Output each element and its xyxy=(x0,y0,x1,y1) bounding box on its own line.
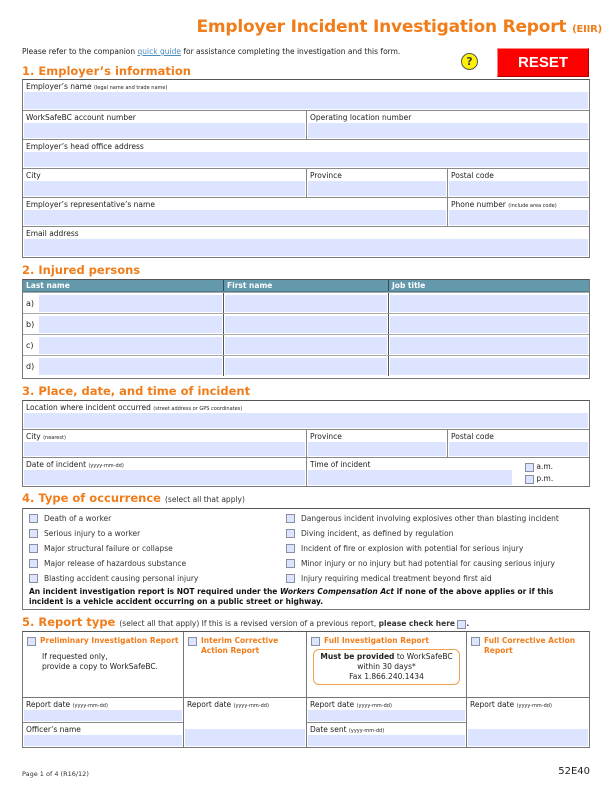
city-field[interactable] xyxy=(24,181,305,196)
section-2-title: 2. Injured persons xyxy=(22,263,141,277)
head-office-label: Employer’s head office address xyxy=(26,142,144,151)
page-title: Employer Incident Investigation Report (EIIR) xyxy=(196,17,602,37)
first-name-field[interactable] xyxy=(225,295,387,312)
form-code: 52E40 xyxy=(558,766,590,777)
pm-option[interactable]: p.m. xyxy=(525,473,589,485)
job-title-field[interactable] xyxy=(390,316,588,333)
checkbox[interactable] xyxy=(188,637,197,646)
help-icon[interactable]: ? xyxy=(461,53,478,70)
occurrence-note: An incident investigation report is NOT required under the Workers Compensation Act if none of the above applies or if this incident is a vehicle accident occurring on a public street or highway. xyxy=(29,587,554,606)
employer-info-box xyxy=(22,79,590,258)
incident-time-field[interactable] xyxy=(308,470,512,485)
first-name-field[interactable] xyxy=(225,316,387,333)
email-field[interactable] xyxy=(24,239,588,256)
last-name-field[interactable] xyxy=(39,358,222,375)
officer-name-field[interactable] xyxy=(24,735,182,746)
preliminary-report-option[interactable]: Preliminary Investigation Report xyxy=(27,636,179,646)
first-name-field[interactable] xyxy=(225,358,387,375)
incident-place-box xyxy=(22,400,590,487)
incident-city-label: City (nearest) xyxy=(26,432,66,441)
phone-field[interactable] xyxy=(449,210,588,225)
city-label: City xyxy=(26,171,41,180)
date-sent-label: Date sent (yyyy-mm-dd) xyxy=(310,725,385,734)
date-sent-field[interactable] xyxy=(308,735,465,746)
interim-report-date-field[interactable] xyxy=(185,729,305,746)
table-row xyxy=(23,292,589,313)
row-letter: c) xyxy=(26,341,34,350)
section-5-title: 5. Report type (select all that apply) If this is a revised version of a previous report, please check here . xyxy=(22,615,470,629)
last-name-field[interactable] xyxy=(39,337,222,354)
incident-province-label: Province xyxy=(310,432,342,441)
corrective-report-date-label: Report date (yyyy-mm-dd) xyxy=(470,700,552,709)
checkbox[interactable] xyxy=(29,529,38,538)
checkbox[interactable] xyxy=(286,544,295,553)
column-header-first-name: First name xyxy=(223,280,388,291)
province-field[interactable] xyxy=(308,181,446,196)
full-corrective-option[interactable]: Full Corrective Action Report xyxy=(471,636,585,656)
intro-text: Please refer to the companion quick guide for assistance completing the investigation and this form. xyxy=(22,47,401,56)
row-letter: d) xyxy=(26,362,35,371)
deadline-notice: Must be provided to WorkSafeBC within 30 days* Fax 1.866.240.1434 xyxy=(313,649,460,685)
checkbox[interactable] xyxy=(311,637,320,646)
page-number: Page 1 of 4 (R16/12) xyxy=(22,770,89,778)
interim-report-date-label: Report date (yyyy-mm-dd) xyxy=(187,700,269,709)
checkbox[interactable] xyxy=(29,574,38,583)
employer-name-label: Employer’s name (legal name and trade name) xyxy=(26,82,168,91)
checkbox[interactable] xyxy=(29,544,38,553)
checkbox[interactable] xyxy=(286,514,295,523)
rep-name-label: Employer’s representative’s name xyxy=(26,200,155,209)
occurrence-option[interactable]: Minor injury or no injury but had potential for causing serious injury xyxy=(286,558,583,569)
checkbox[interactable] xyxy=(286,574,295,583)
rep-name-field[interactable] xyxy=(24,210,446,225)
operating-location-field[interactable] xyxy=(308,123,588,138)
occurrence-option[interactable]: Diving incident, as defined by regulation xyxy=(286,528,583,539)
injured-persons-table xyxy=(22,279,590,379)
column-header-job-title: Job title xyxy=(388,280,589,291)
postal-code-label: Postal code xyxy=(451,171,494,180)
incident-postal-code-label: Postal code xyxy=(451,432,494,441)
title-abbreviation: (EIIR) xyxy=(572,24,602,35)
checkbox[interactable] xyxy=(286,529,295,538)
checkbox[interactable] xyxy=(29,514,38,523)
job-title-field[interactable] xyxy=(390,337,588,354)
section-1-title: 1. Employer’s information xyxy=(22,64,191,78)
checkbox[interactable] xyxy=(29,559,38,568)
row-letter: b) xyxy=(26,320,35,329)
section-3-title: 3. Place, date, and time of incident xyxy=(22,384,251,398)
prelim-report-date-field[interactable] xyxy=(24,710,182,721)
full-report-date-label: Report date (yyyy-mm-dd) xyxy=(310,700,392,709)
occurrence-option[interactable]: Dangerous incident involving explosives other than blasting incident xyxy=(286,513,583,524)
table-row xyxy=(23,355,589,376)
operating-location-label: Operating location number xyxy=(310,113,412,122)
pm-checkbox[interactable] xyxy=(525,475,534,484)
first-name-field[interactable] xyxy=(225,337,387,354)
incident-date-label: Date of incident (yyyy-mm-dd) xyxy=(26,460,124,469)
location-label: Location where incident occurred (street address or GPS coordinates) xyxy=(26,403,243,412)
occurrence-option[interactable]: Serious injury to a worker xyxy=(29,528,286,539)
reset-button[interactable]: RESET xyxy=(497,48,589,77)
report-type-box xyxy=(22,631,590,748)
phone-label: Phone number (include area code) xyxy=(451,200,557,209)
incident-time-label: Time of incident xyxy=(310,460,371,469)
occurrence-option[interactable]: Major structural failure or collapse xyxy=(29,543,286,554)
interim-report-option[interactable]: Interim Corrective Action Report xyxy=(188,636,302,656)
last-name-field[interactable] xyxy=(39,295,222,312)
table-row xyxy=(23,334,589,355)
occurrence-option[interactable]: Incident of fire or explosion with potential for serious injury xyxy=(286,543,583,554)
province-label: Province xyxy=(310,171,342,180)
full-report-date-field[interactable] xyxy=(308,710,465,721)
occurrence-option[interactable]: Death of a worker xyxy=(29,513,286,524)
employer-name-field[interactable] xyxy=(24,92,588,109)
am-option[interactable]: a.m. xyxy=(525,461,589,473)
occurrence-option[interactable]: Major release of hazardous substance xyxy=(29,558,286,569)
occurrence-option[interactable]: Blasting accident causing personal injury xyxy=(29,573,286,584)
postal-code-field[interactable] xyxy=(449,181,588,196)
head-office-field[interactable] xyxy=(24,152,588,167)
am-checkbox[interactable] xyxy=(525,463,534,472)
account-number-label: WorkSafeBC account number xyxy=(26,113,136,122)
preliminary-note: If requested only, provide a copy to WorkSafeBC. xyxy=(42,652,158,671)
corrective-report-date-field[interactable] xyxy=(468,729,588,746)
incident-city-field[interactable] xyxy=(24,442,305,456)
row-letter: a) xyxy=(26,299,35,308)
job-title-field[interactable] xyxy=(390,295,588,312)
job-title-field[interactable] xyxy=(390,358,588,375)
checkbox[interactable] xyxy=(286,559,295,568)
location-field[interactable] xyxy=(24,413,588,428)
quick-guide-link[interactable]: quick guide xyxy=(137,47,181,56)
account-number-field[interactable] xyxy=(24,123,305,138)
checkbox[interactable] xyxy=(471,637,480,646)
full-investigation-option[interactable]: Full Investigation Report xyxy=(311,636,462,646)
column-header-last-name: Last name xyxy=(26,281,70,290)
section-4-title: 4. Type of occurrence (select all that apply) xyxy=(22,491,245,505)
checkbox[interactable] xyxy=(27,637,36,646)
officer-name-label: Officer’s name xyxy=(26,725,81,734)
incident-province-field[interactable] xyxy=(308,442,446,456)
occurrence-type-box xyxy=(22,508,590,610)
email-label: Email address xyxy=(26,229,79,238)
table-row xyxy=(23,313,589,334)
occurrence-option[interactable]: Injury requiring medical treatment beyond first aid xyxy=(286,573,583,584)
prelim-report-date-label: Report date (yyyy-mm-dd) xyxy=(26,700,108,709)
incident-postal-code-field[interactable] xyxy=(449,442,588,456)
table-header xyxy=(23,280,589,292)
incident-date-field[interactable] xyxy=(24,470,305,485)
last-name-field[interactable] xyxy=(39,316,222,333)
